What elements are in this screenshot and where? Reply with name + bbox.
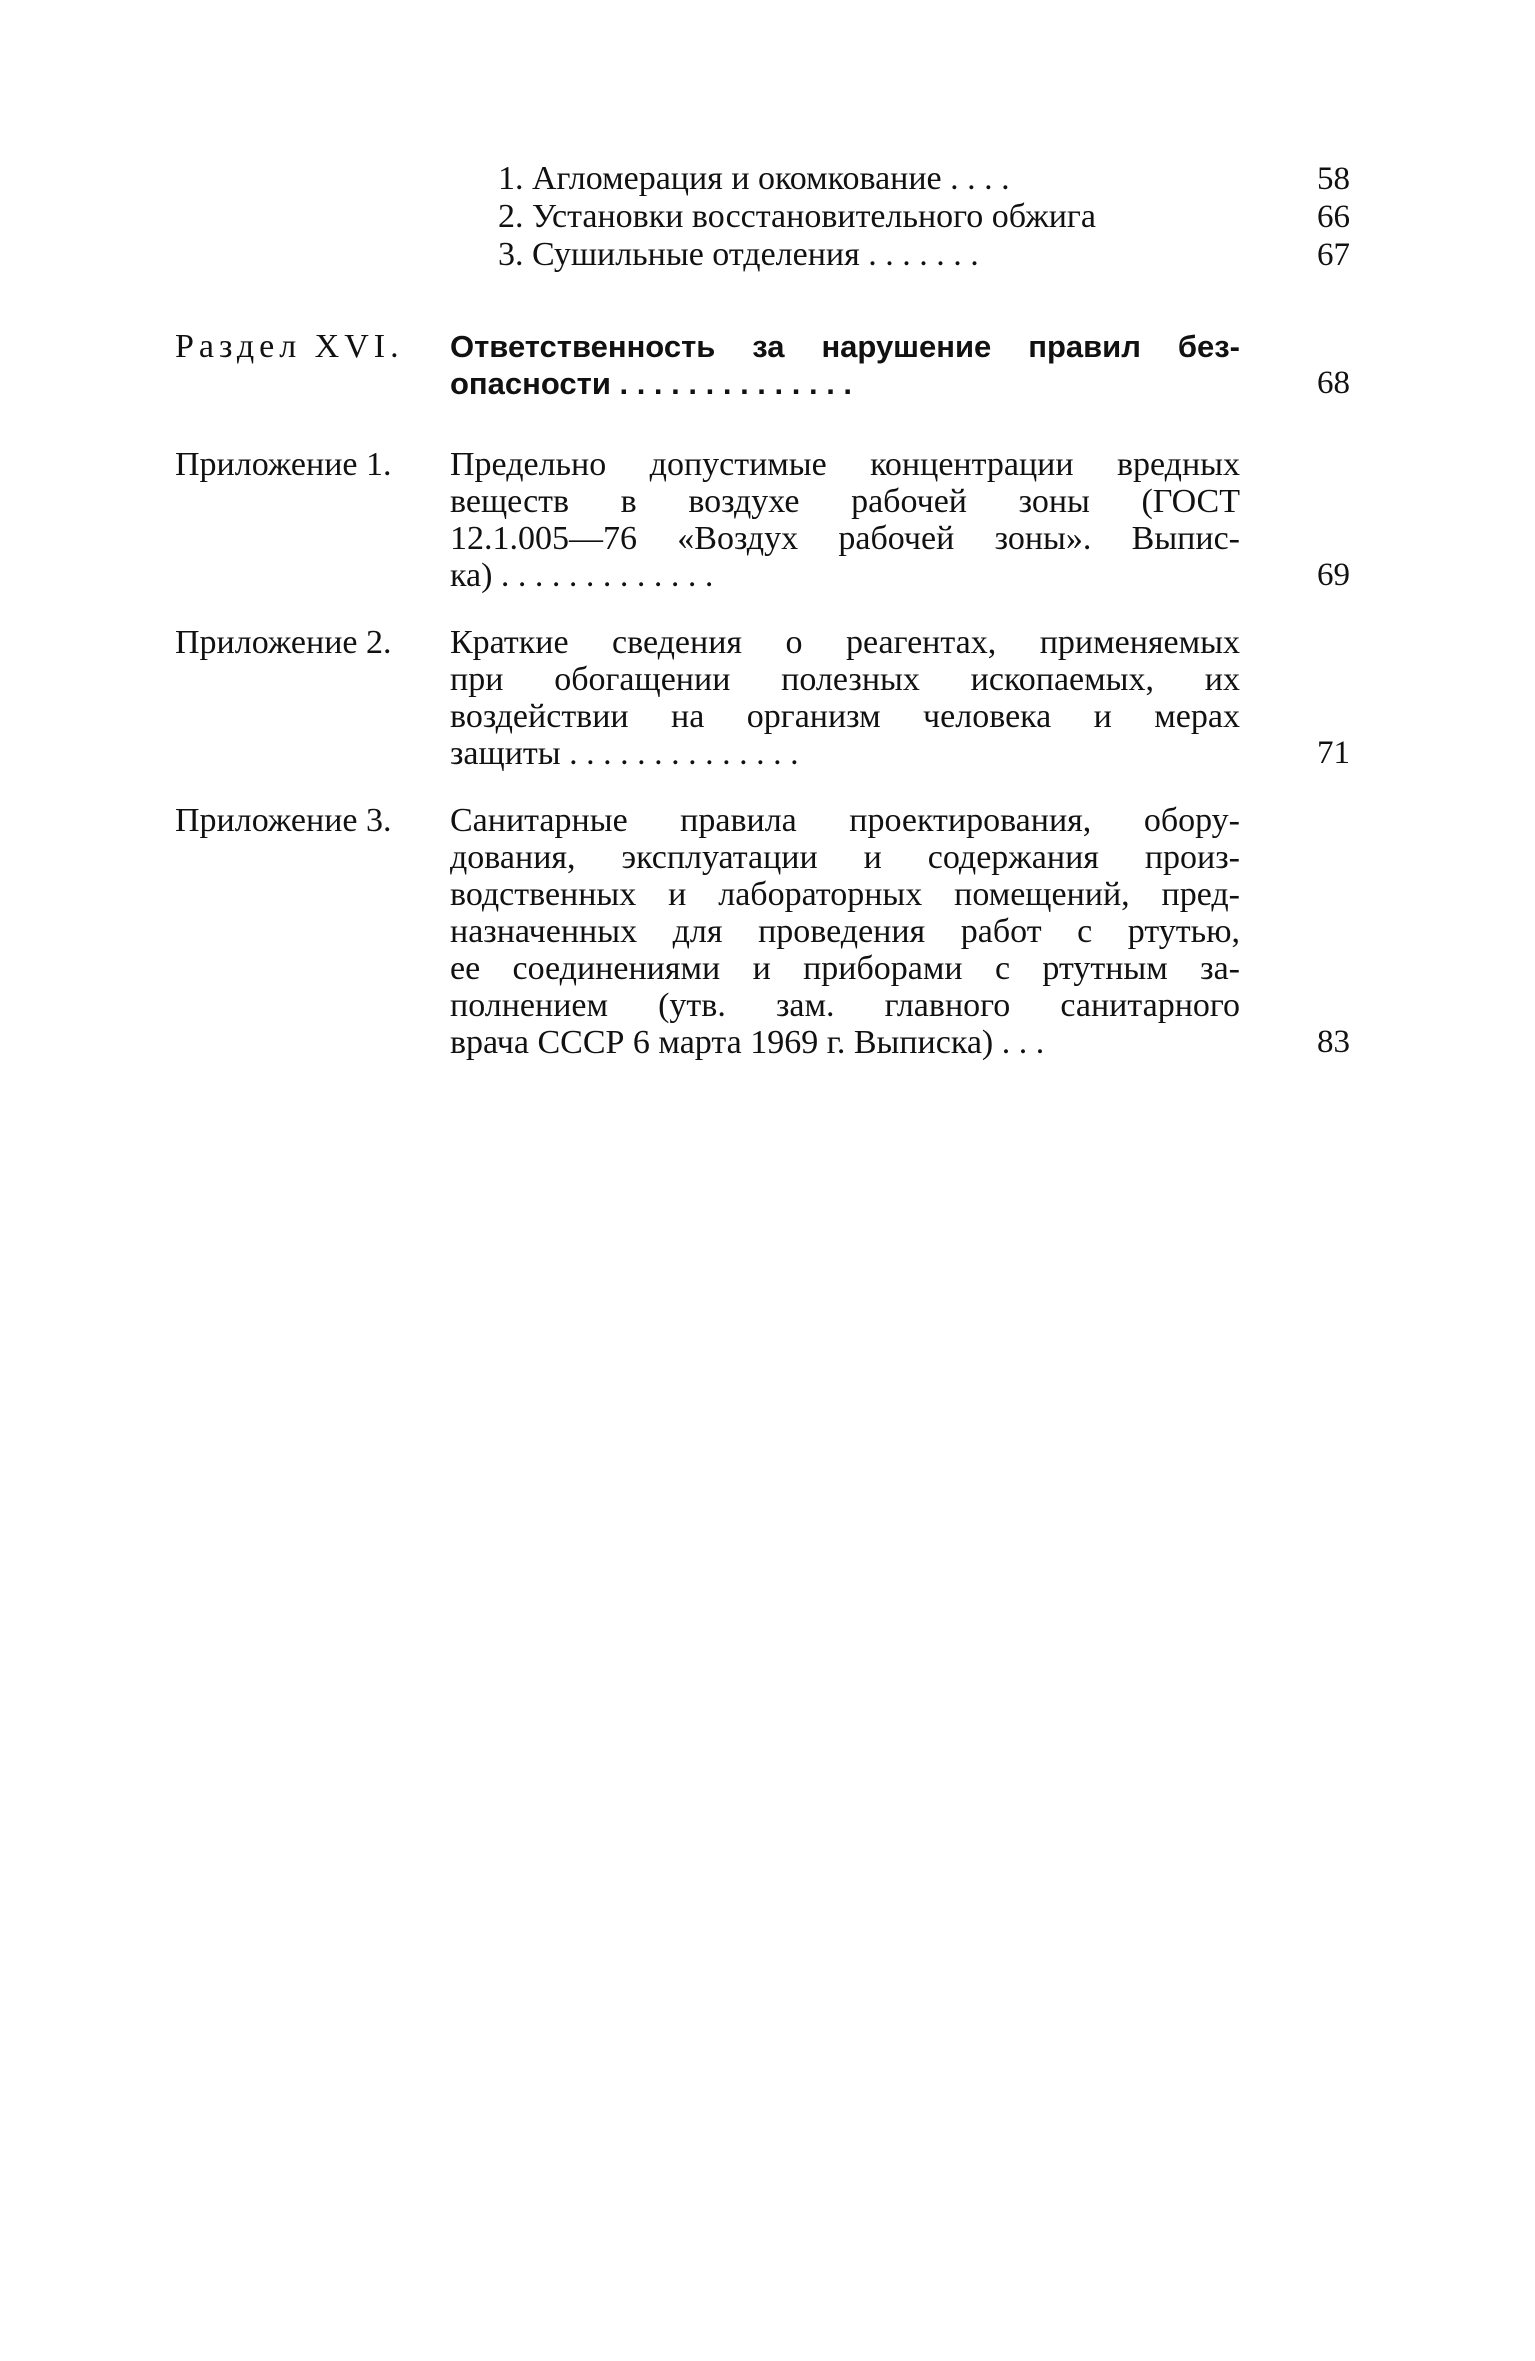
toc-entry-line: Предельно допустимые концентрации вредных xyxy=(450,446,1240,483)
toc-entry-line: 12.1.005—76 «Воздух рабочей зоны». Выпис- xyxy=(450,520,1240,557)
toc-entry-line: Ответственность за нарушение правил без- xyxy=(450,329,1240,364)
toc-entry-label: Приложение 3. xyxy=(175,802,392,839)
subitems-list xyxy=(498,160,1350,274)
toc-page-number: 69 xyxy=(1317,557,1350,593)
toc-entry-line: дования, эксплуатации и содержания произ- xyxy=(450,839,1240,876)
toc-entry-line: веществ в воздухе рабочей зоны (ГОСТ xyxy=(450,483,1240,520)
toc-entry-line: ее соединениями и приборами с ртутным за- xyxy=(450,950,1240,987)
toc-subitem-text: 1. Агломерация и окомкование . . . . xyxy=(498,160,1010,197)
toc-subitem xyxy=(498,160,1350,198)
toc-entry-line: назначенных для проведения работ с ртутью, xyxy=(450,913,1240,950)
toc-entry-line: при обогащении полезных ископаемых, их xyxy=(450,661,1240,698)
toc-page-number: 71 xyxy=(1317,735,1350,771)
toc-entry-line: водственных и лабораторных помещений, пред- xyxy=(450,876,1240,913)
toc-entry-line: врача СССР 6 марта 1969 г. Выписка) . . . xyxy=(450,1024,1045,1061)
toc-entry-line: ка) . . . . . . . . . . . . . xyxy=(450,557,714,594)
toc-entry-line: полнением (утв. зам. главного санитарного xyxy=(450,987,1240,1024)
toc-entry-line: воздействии на организм человека и мерах xyxy=(450,698,1240,735)
toc-entry-body xyxy=(450,446,1240,594)
toc-page-number: 66 xyxy=(1317,199,1350,235)
toc-entry-line: защиты . . . . . . . . . . . . . . xyxy=(450,735,799,772)
toc-subitem-text: 2. Установки восстановительного обжига xyxy=(498,198,1096,235)
toc-entry-label: Раздел XVI. xyxy=(175,328,404,365)
toc-entry-body xyxy=(450,328,1240,402)
toc-page-number: 58 xyxy=(1317,161,1350,197)
toc-entry-line: Краткие сведения о реагентах, применяемых xyxy=(450,624,1240,661)
toc-page-number: 67 xyxy=(1317,237,1350,273)
toc-entry-label: Приложение 1. xyxy=(175,446,392,483)
toc-entry-label: Приложение 2. xyxy=(175,624,392,661)
toc-subitem xyxy=(498,236,1350,274)
toc-entry-line: Санитарные правила проектирования, обору- xyxy=(450,802,1240,839)
toc-entry-body xyxy=(450,802,1240,1061)
toc-subitem xyxy=(498,198,1350,236)
toc-entry-line: опасности . . . . . . . . . . . . . . xyxy=(450,366,853,401)
toc-subitem-text: 3. Сушильные отделения . . . . . . . xyxy=(498,236,979,273)
toc-page-number: 83 xyxy=(1317,1024,1350,1060)
toc-entry-body xyxy=(450,624,1240,772)
toc-page-number: 68 xyxy=(1317,365,1350,401)
